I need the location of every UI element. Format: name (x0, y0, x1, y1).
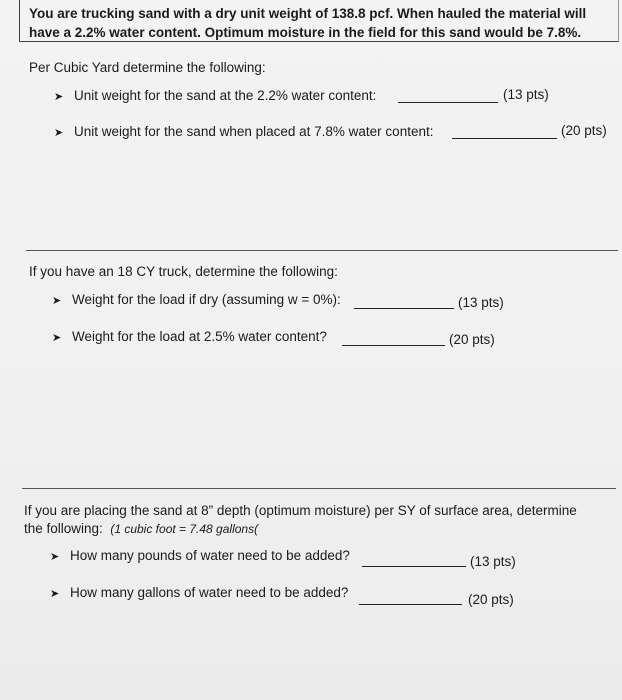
question-3-label: Weight for the load if dry (assuming w = 0%): (72, 292, 341, 307)
question-5 (50, 548, 350, 563)
question-4 (52, 329, 327, 344)
arrowhead-bullet-icon: ➤ (50, 588, 60, 600)
question-1 (54, 88, 376, 103)
question-2-points: (20 pts) (561, 123, 607, 138)
question-1-points: (13 pts) (503, 87, 549, 102)
conversion-note: (1 cubic foot = 7.48 gallons( (110, 522, 259, 536)
answer-blank-5[interactable] (362, 566, 466, 567)
arrowhead-bullet-icon: ➤ (54, 91, 64, 103)
question-2-label: Unit weight for the sand when placed at 7.8% water content: (74, 124, 434, 139)
question-3-points: (13 pts) (458, 295, 504, 310)
answer-blank-1[interactable] (398, 102, 498, 103)
question-1-label: Unit weight for the sand at the 2.2% water content: (74, 88, 377, 103)
arrowhead-bullet-icon: ➤ (52, 295, 62, 307)
arrowhead-bullet-icon: ➤ (50, 551, 60, 563)
question-6-points: (20 pts) (468, 592, 514, 607)
question-5-points: (13 pts) (470, 554, 516, 569)
answer-blank-2[interactable] (452, 138, 557, 139)
question-4-points: (20 pts) (449, 332, 495, 347)
answer-blank-4[interactable] (342, 345, 445, 346)
section2-title: If you have an 18 CY truck, determine the following: (29, 264, 338, 279)
answer-blank-6[interactable] (359, 604, 462, 605)
section1-title: Per Cubic Yard determine the following: (29, 60, 266, 75)
question-3 (52, 292, 341, 307)
problem-statement: You are trucking sand with a dry unit weight of 138.8 pcf. When hauled the material will have a 2.2% water content. Optimum moisture in the field for this sand would be 7.8%. (29, 6, 587, 40)
question-4-label: Weight for the load at 2.5% water content? (72, 329, 327, 344)
section-divider-2 (22, 488, 616, 489)
section3-title-line2: the following: (24, 521, 103, 536)
section3-title (24, 502, 614, 538)
section3-title-line1: If you are placing the sand at 8” depth (optimum moisture) per SY of surface area, determine (24, 503, 577, 518)
arrowhead-bullet-icon: ➤ (52, 332, 62, 344)
question-6 (50, 585, 348, 600)
arrowhead-bullet-icon: ➤ (54, 127, 64, 139)
question-5-label: How many pounds of water need to be added? (70, 548, 350, 563)
question-2 (54, 124, 433, 139)
answer-blank-3[interactable] (354, 308, 454, 309)
section-divider-1 (26, 250, 618, 251)
question-6-label: How many gallons of water need to be added? (70, 585, 349, 600)
